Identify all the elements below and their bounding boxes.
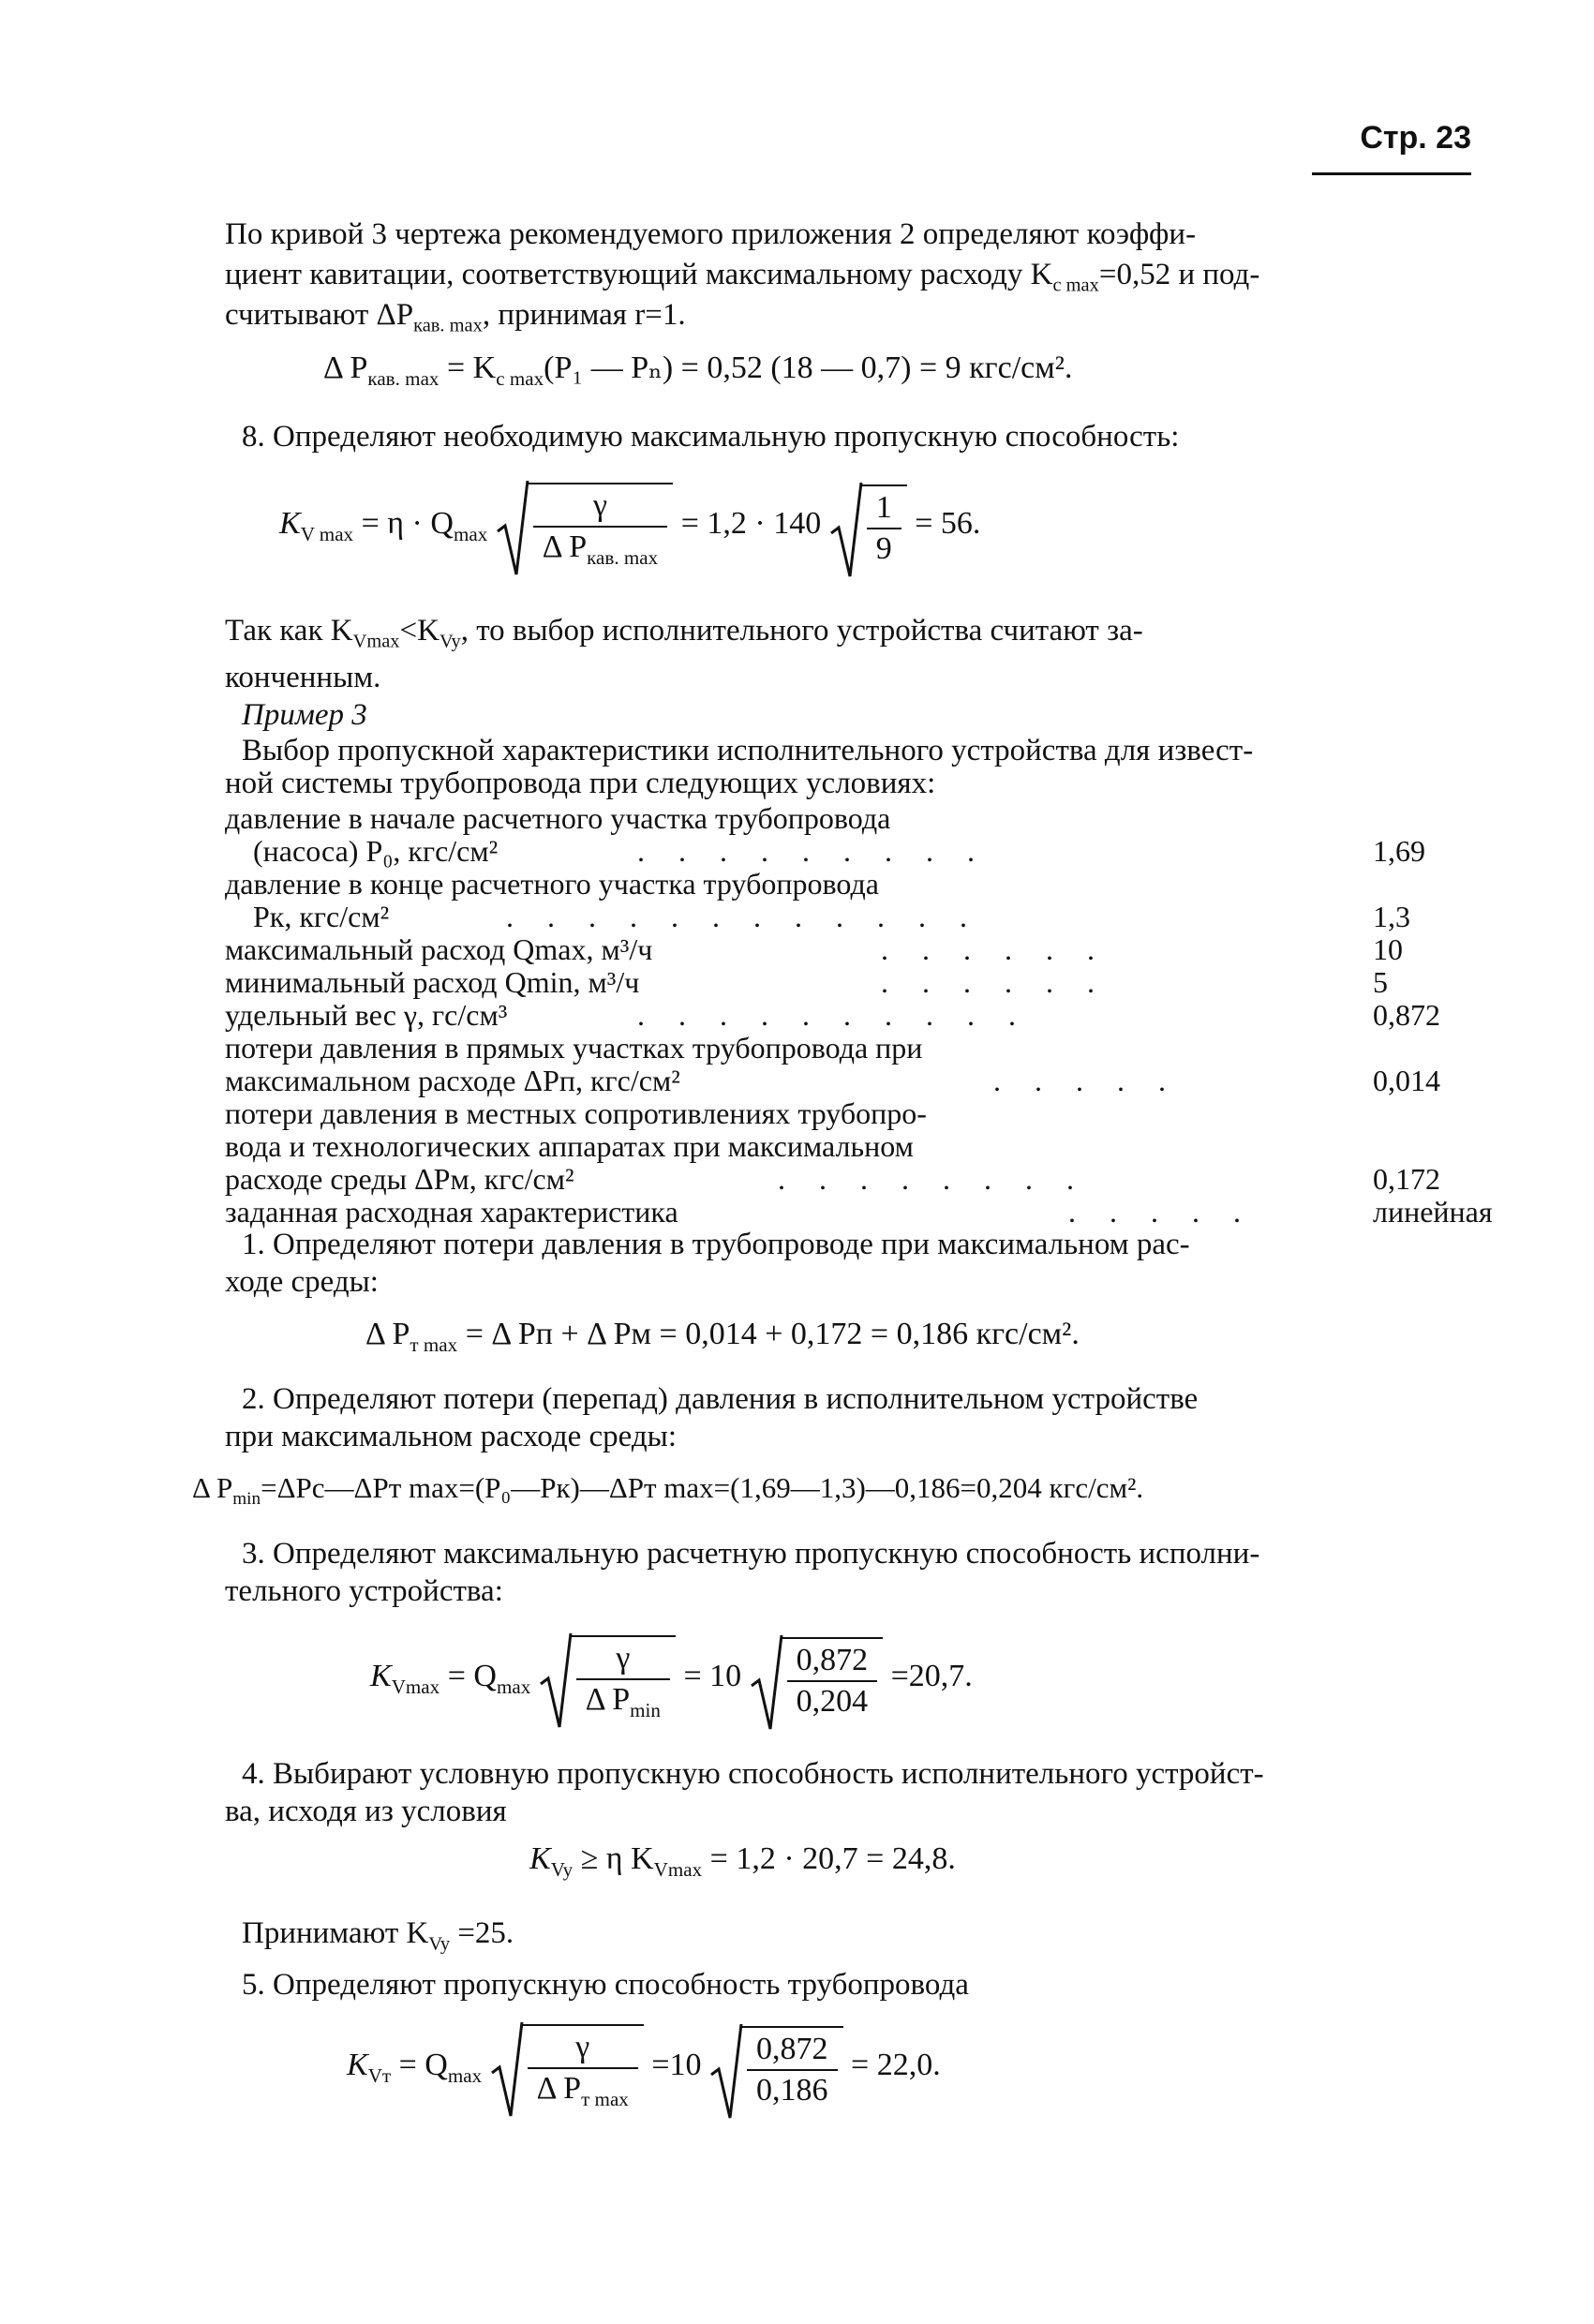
header-rule — [1312, 172, 1471, 175]
dot-leader: . . . . . — [1068, 1195, 1254, 1229]
dot-leader: . . . . . . . . — [778, 1162, 1087, 1196]
intro-line-2: циент кавитации, соответствующий максимальному расходу $K_{c max}=0,52$ и под- — [225, 258, 1260, 296]
conclusion-line-1: Так как $K_{Vmax}<K_{Vy}$, то выбор исполнительного устройства считают за- — [225, 614, 1143, 652]
condition-row: давление в конце расчетного участка трубопровода — [225, 867, 879, 901]
example-title: Пример 3 — [242, 698, 367, 732]
step-5-line-1: 5. Определяют пропускную способность трубопровода — [242, 1968, 969, 2002]
step-1-line-2: ходе среды: — [225, 1265, 379, 1299]
condition-row: максимальный расход Qmax, м³/ч . . . . . . 10 — [225, 932, 1403, 966]
step-3-line-1: 3. Определяют максимальную расчетную пропускную способность исполни- — [242, 1537, 1260, 1571]
dot-leader: . . . . . . — [881, 932, 1108, 966]
condition-row: потери давления в местных сопротивлениях трубопро- — [225, 1096, 927, 1130]
step-4-line-1: 4. Выбирают условную пропускную способность исполнительного устройст- — [242, 1757, 1264, 1791]
equation-kvy-condition: $K_{Vy} \ge \eta$ $K_{Vmax} = 1,2 \cdot 20,7 = 24,8$. — [529, 1841, 956, 1881]
step-4-accept: Принимают $K_{Vy} =25$. — [242, 1916, 514, 1955]
intro-line-1: По кривой 3 чертежа рекомендуемого приложения 2 определяют коэффи- — [225, 217, 1197, 251]
example-line-1: Выбор пропускной характеристики исполнительного устройства для извест- — [242, 734, 1254, 767]
dot-leader: . . . . . — [993, 1064, 1179, 1097]
condition-row: удельный вес γ, гс/см³ . . . . . . . . . . 0,872 — [225, 998, 1440, 1032]
condition-row: потери давления в прямых участках трубопровода при — [225, 1031, 923, 1065]
dot-leader: . . . . . . . . . . — [637, 998, 1029, 1032]
equation-kv-max: $K_{V max} = \eta \cdot Q_{max}$ $\frac{\gamma}{\Delta P_{кав. max}}$ = 1,2 · 140 $\frac{1}{9}$ = 56. — [279, 483, 980, 570]
intro-line-3: считывают $\Delta P_{кав. max}$, принимая r=1. — [225, 298, 686, 336]
condition-row: давление в начале расчетного участка трубопровода — [225, 801, 891, 835]
condition-row: Pк, кгс/см² . . . . . . . . . . . . 1,3 — [253, 900, 1410, 933]
step-2-line-1: 2. Определяют потери (перепад) давления в исполнительном устройстве — [242, 1382, 1199, 1416]
equation-kvmax-calc: $K_{Vmax} = Q_{max}$ $\frac{\gamma}{\Delta P_{min}}$ = 10 $\frac{0,872}{0,204}$ =20,7. — [370, 1635, 973, 1722]
condition-row: заданная расходная характеристика . . . . . линейная — [225, 1195, 1493, 1229]
step-4-line-2: ва, исходя из условия — [225, 1795, 507, 1828]
step-3-line-2: тельного устройства: — [225, 1574, 503, 1608]
example-line-2: ной системы трубопровода при следующих условиях: — [225, 767, 936, 800]
dot-leader: . . . . . . . . . . . . — [506, 900, 980, 933]
equation-kvt: $K_{Vт} = Q_{max}$ $\frac{\gamma}{\Delta P_{т max}}$ =10 $\frac{0,872}{0,186}$ = 22,0. — [347, 2024, 941, 2111]
dot-leader: . . . . . . . . . — [637, 834, 988, 868]
condition-row: максимальном расходе ΔPп, кгс/см² . . . . . 0,014 — [225, 1064, 1440, 1097]
conclusion-line-2: конченным. — [225, 661, 381, 694]
page-number: Стр. 23 — [1360, 120, 1471, 156]
equation-pipeline-loss: Δ $P_{т max} = \Delta$ Pп + Δ Pм = 0,014 + 0,172 = 0,186 кгс/см². — [365, 1317, 1080, 1356]
step-1-line-1: 1. Определяют потери давления в трубопроводе при максимальном рас- — [242, 1228, 1190, 1261]
condition-row: (насоса) P₀, кгс/см² . . . . . . . . . 1,69 — [253, 834, 1425, 868]
condition-row: вода и технологических аппаратах при максимальном — [225, 1129, 914, 1163]
condition-row: минимальный расход Qmin, м³/ч . . . . . . 5 — [225, 965, 1388, 999]
dot-leader: . . . . . . — [881, 965, 1108, 999]
condition-row: расходе среды ΔPм, кгс/см² . . . . . . . . 0,172 — [225, 1162, 1440, 1196]
equation-device-drop: Δ $P_{min}=\Delta Pc—\Delta Pт$ max=(P₀—Pк)—ΔPт max=(1,69—1,3)—0,186=0,204 кгс/см². — [192, 1471, 1144, 1510]
step-8-text: 8. Определяют необходимую максимальную пропускную способность: — [242, 420, 1180, 454]
equation-cavitation: Δ $P_{кав. max} = K_{c max}(P_1$ — Pₙ) = 0,52 (18 — 0,7) = 9 кгс/см². — [323, 350, 1073, 390]
step-2-line-2: при максимальном расходе среды: — [225, 1420, 677, 1453]
